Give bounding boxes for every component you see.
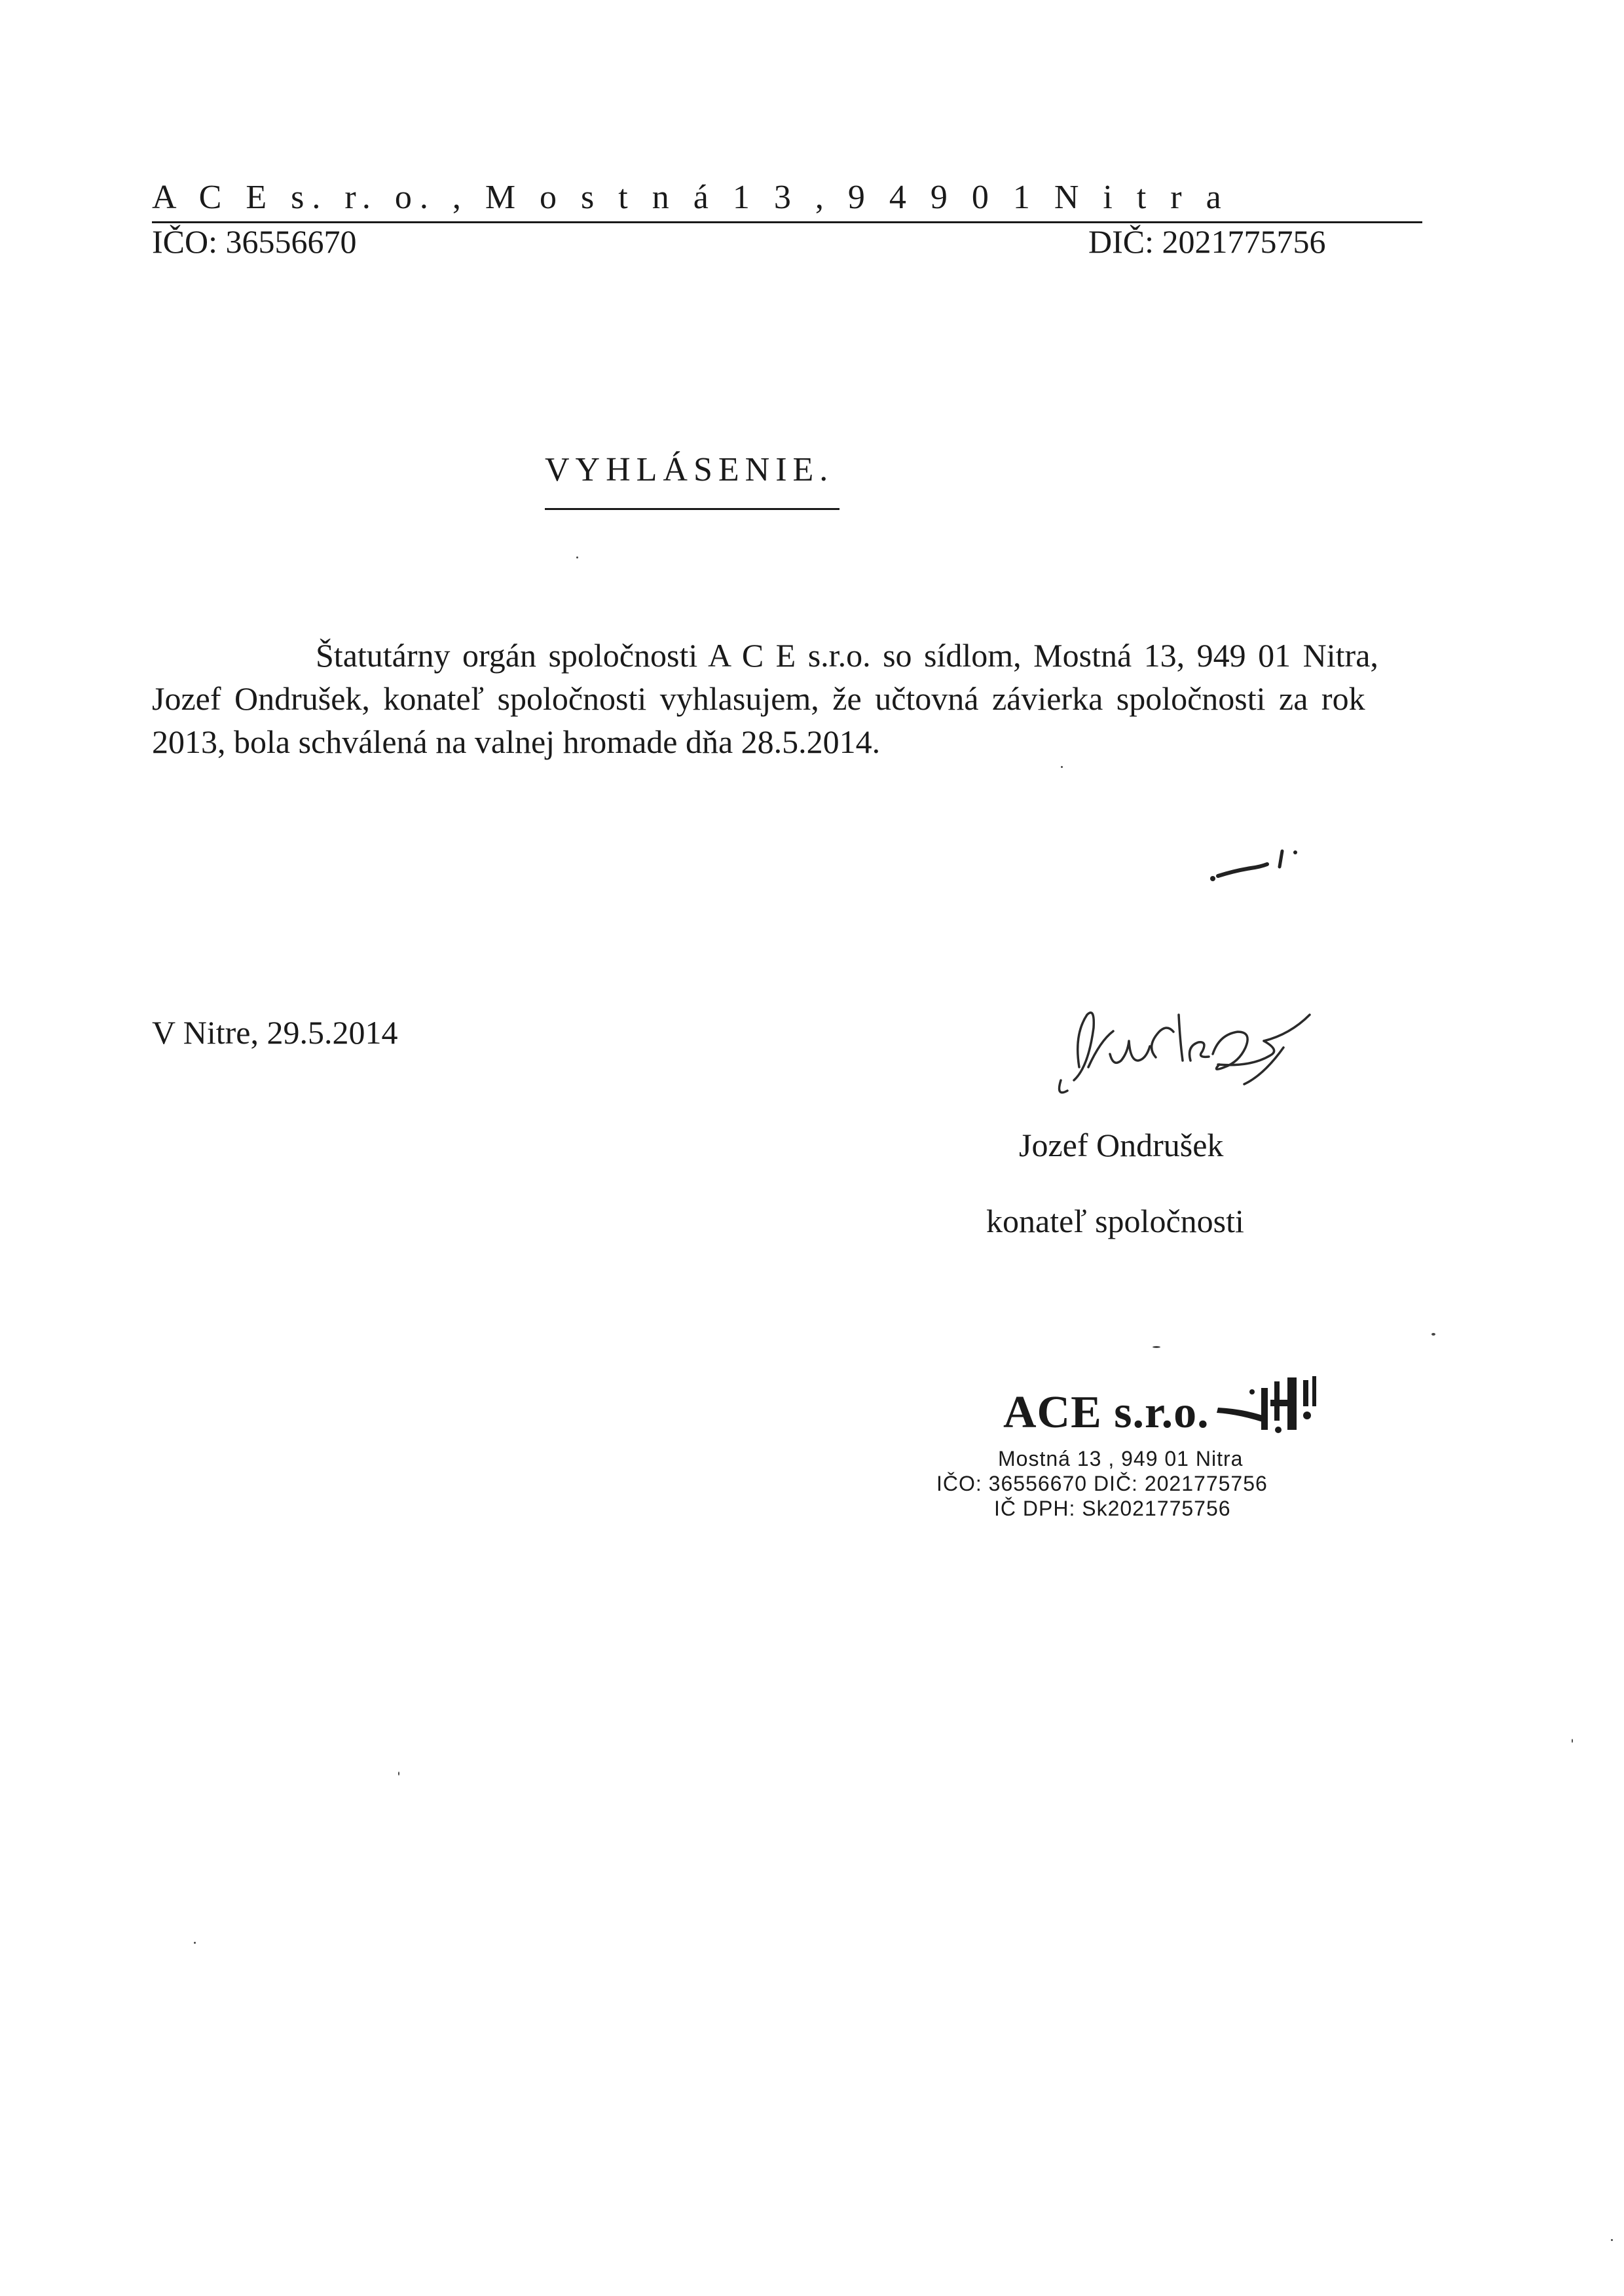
scan-speck — [1572, 1739, 1573, 1743]
scan-speck — [1431, 1333, 1435, 1336]
scan-speck — [194, 1942, 196, 1944]
scan-speck — [1153, 1346, 1160, 1348]
document-title: VYHLÁSENIE. — [545, 451, 834, 488]
scan-speck — [1061, 766, 1063, 768]
header-dic: DIČ: 2021775756 — [1088, 223, 1326, 260]
header-company-address: A C E s. r. o. , M o s t n á 1 3 , 9 4 9 0 1 N i t r a — [152, 179, 1229, 216]
declaration-line-1: Štatutárny orgán spoločnosti A C E s.r.o. so sídlom, Mostná 13, 949 01 Nitra, — [316, 637, 1378, 674]
place-date: V Nitre, 29.5.2014 — [152, 1014, 398, 1051]
declaration-paragraph — [152, 634, 1378, 763]
scan-marks-icon — [1205, 838, 1310, 890]
header-ico: IČO: 36556670 — [152, 223, 357, 260]
stamp-vat-id: IČ DPH: Sk2021775756 — [994, 1497, 1231, 1520]
stamp-ids: IČO: 36556670 DIČ: 2021775756 — [936, 1472, 1268, 1495]
declaration-line-2: Jozef Ondrušek, konateľ spoločnosti vyhlasujem, že učtovná závierka spoločnosti za rok — [152, 680, 1365, 717]
scan-speck — [1611, 2239, 1613, 2241]
title-underline — [545, 508, 840, 510]
scan-speck — [398, 1772, 399, 1776]
declaration-line-3: 2013, bola schválená na valnej hromade dňa 28.5.2014. — [152, 723, 881, 760]
signatory-name: Jozef Ondrušek — [1019, 1127, 1224, 1163]
company-stamp — [936, 1375, 1329, 1532]
stamp-company-name: ACE s.r.o. — [1003, 1387, 1209, 1438]
stamp-address: Mostná 13 , 949 01 Nitra — [998, 1447, 1244, 1470]
signatory-role: konateľ spoločnosti — [986, 1203, 1244, 1239]
stamp-smudge-icon — [1211, 1375, 1323, 1440]
handwritten-signature-icon — [1048, 969, 1336, 1126]
scan-speck — [576, 556, 578, 558]
